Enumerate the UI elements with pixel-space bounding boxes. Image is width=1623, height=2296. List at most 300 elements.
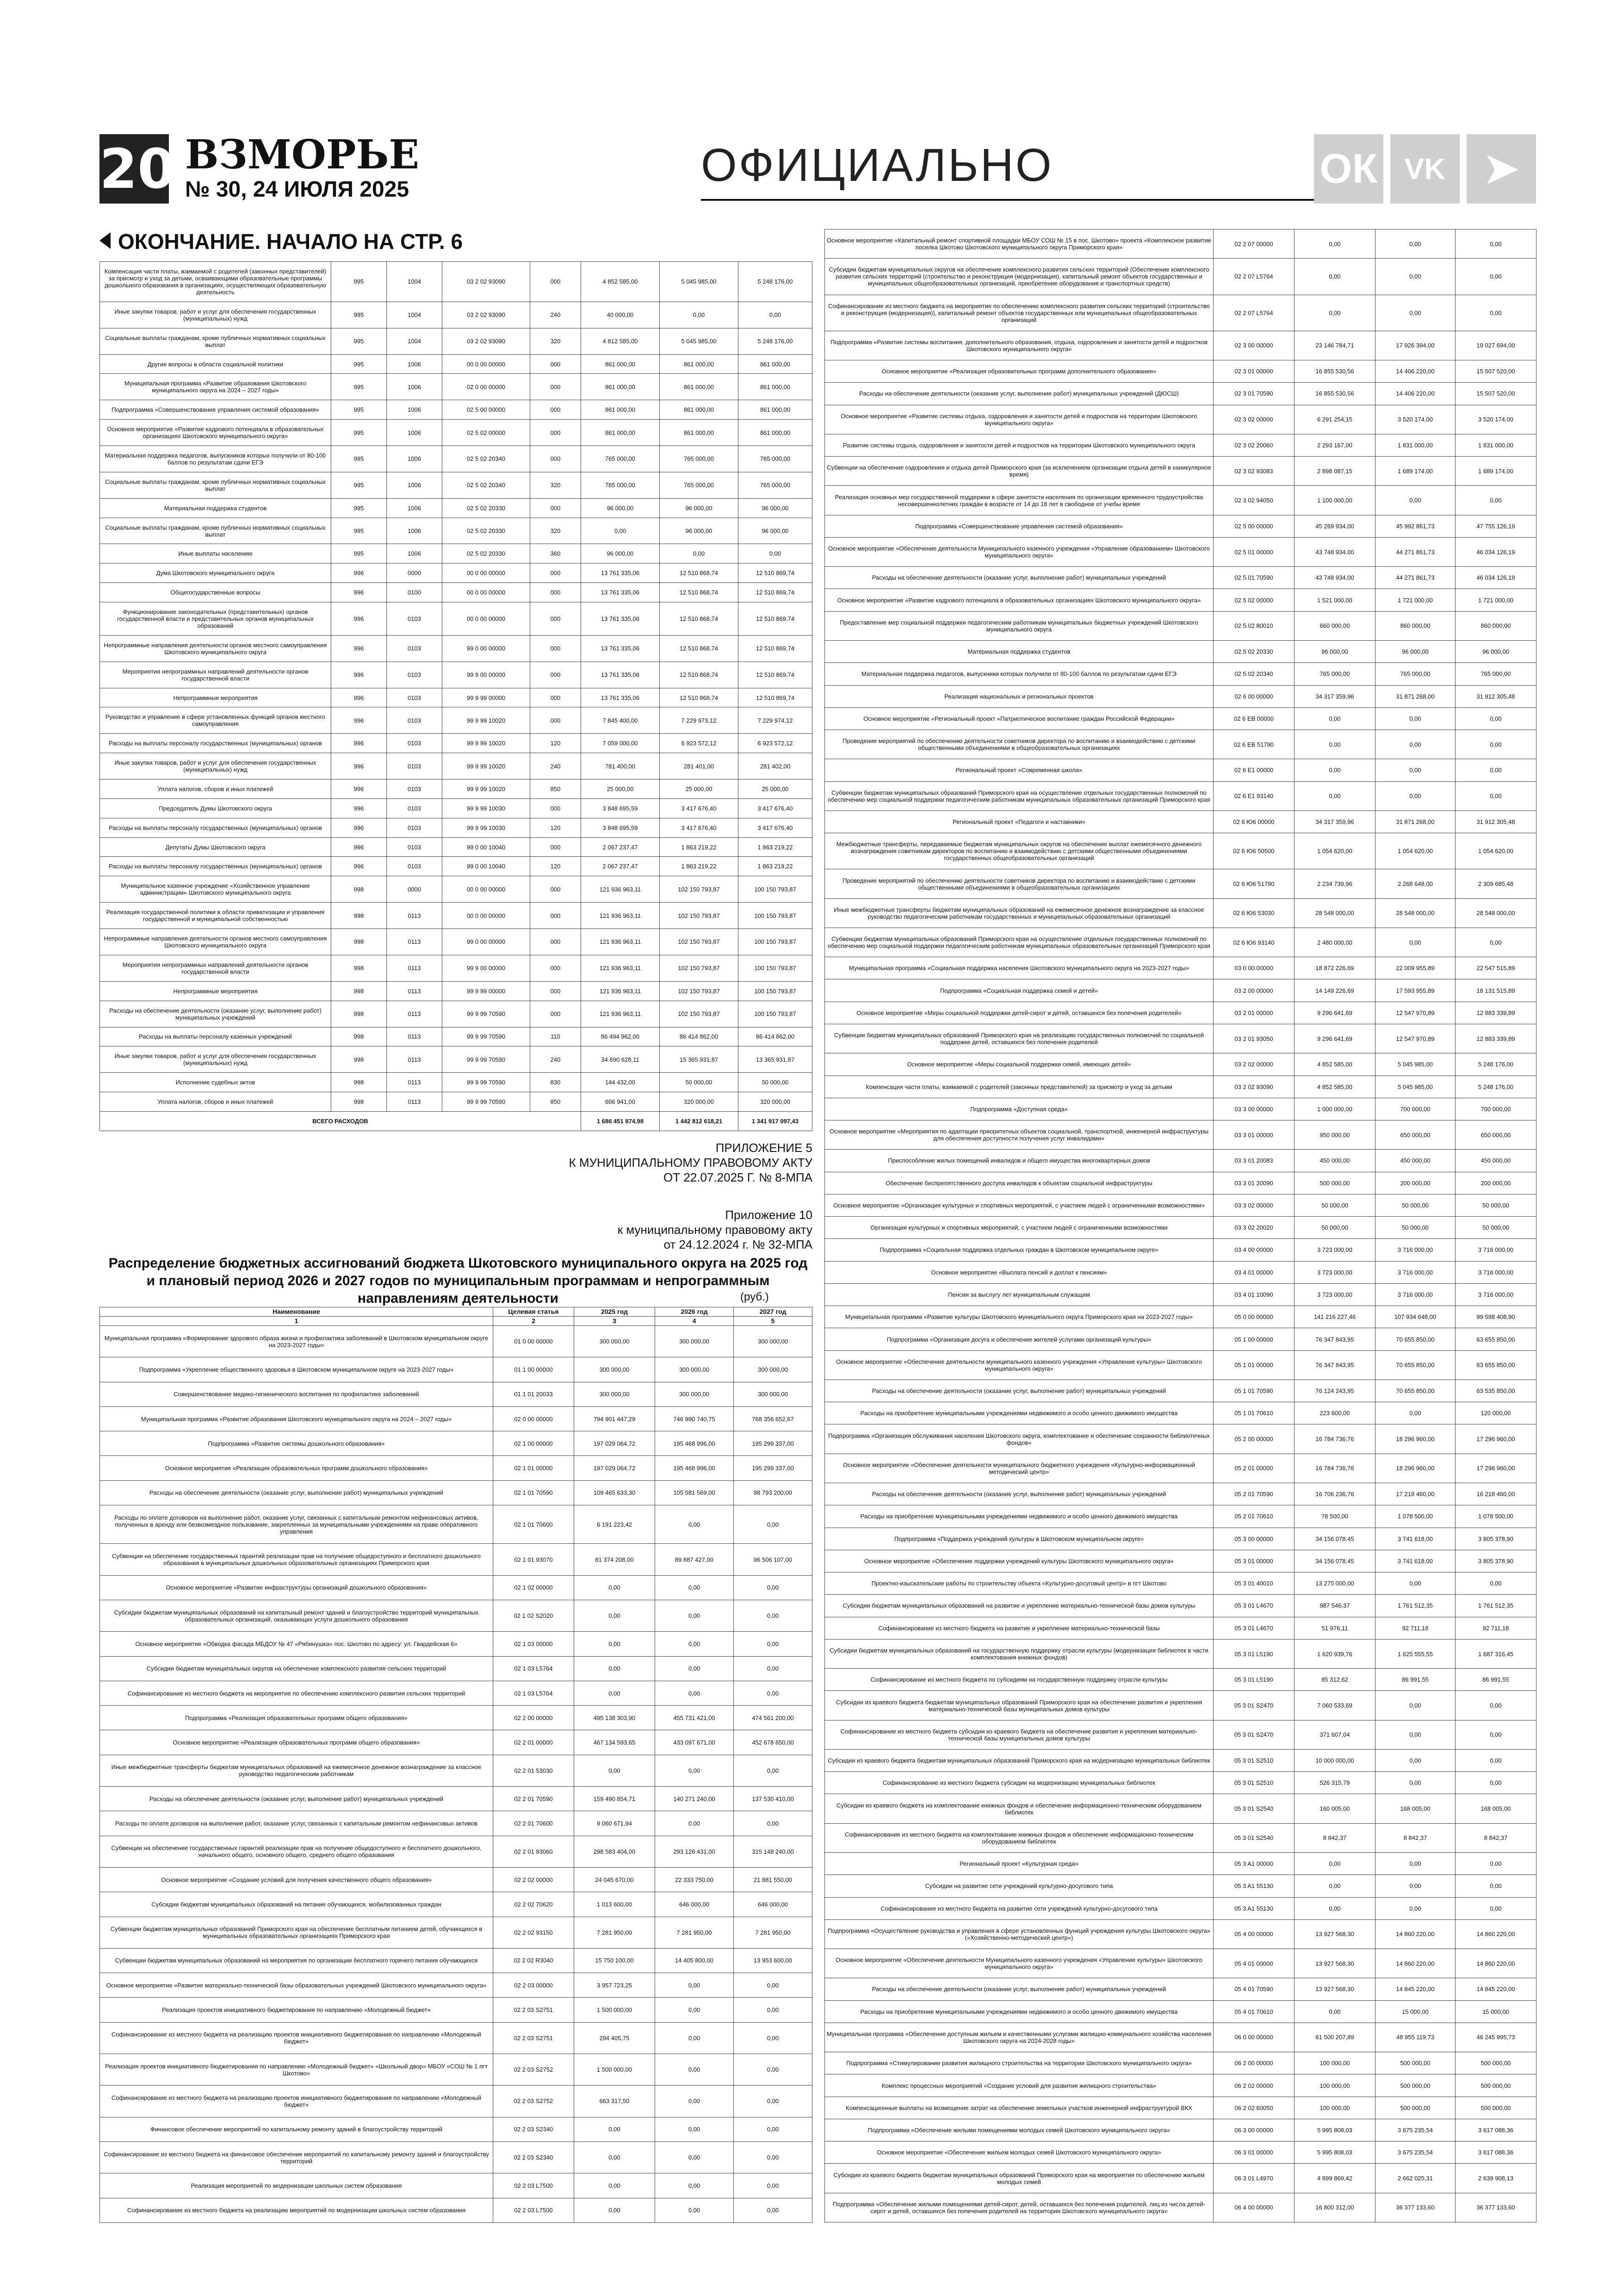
row-value-cell: 47 755 126,19 <box>1456 515 1536 537</box>
odnoklassniki-icon[interactable]: ОК <box>1314 134 1383 204</box>
row-name-cell: Непрограммные направления деятельности органов местного самоуправления Шкотовского муниципального округа <box>100 929 331 955</box>
row-name-cell: Основное мероприятие «Меры социальной поддержки детей-сирот и детей, оставшихся без попечения родителей» <box>825 1002 1214 1024</box>
row-value-cell: 92 711,18 <box>1456 1617 1536 1639</box>
row-value-cell: 765 000,00 <box>1456 663 1536 685</box>
row-value-cell: 13 953 600,00 <box>734 1948 812 1973</box>
row-value-cell: 995 <box>331 498 387 518</box>
row-value-cell: 02 2 01 93060 <box>493 1836 574 1867</box>
row-value-cell: 765 000,00 <box>660 472 738 498</box>
row-value-cell: 3 716 000,00 <box>1456 1261 1536 1283</box>
row-value-cell: 00 0 00 00000 <box>442 602 530 636</box>
row-value-cell: 0,00 <box>655 1973 734 1998</box>
row-value-cell: 995 <box>331 262 387 302</box>
row-value-cell: 0,00 <box>1375 486 1456 515</box>
table-row <box>825 1505 1536 1528</box>
row-value-cell: 5 045 985,00 <box>1375 1076 1456 1098</box>
row-value-cell: 86 991,55 <box>1456 1669 1536 1691</box>
table-row <box>825 2097 1536 2119</box>
row-value-cell: 99 9 00 00000 <box>442 955 530 981</box>
table-row <box>100 1948 812 1973</box>
row-name-cell: Мероприятия непрограммных направлений деятельности органов государственной власти <box>100 955 331 981</box>
row-value-cell: 06 2 00 00000 <box>1214 2052 1295 2074</box>
row-value-cell: 0113 <box>387 1001 442 1027</box>
row-value-cell: 03 2 02 93090 <box>442 328 530 354</box>
row-value-cell: 195 468 996,00 <box>655 1456 734 1480</box>
table-row <box>825 833 1536 869</box>
row-value-cell: 00 0 00 00000 <box>442 354 530 374</box>
row-value-cell: 99 0 00 00000 <box>442 929 530 955</box>
row-value-cell: 8 842,37 <box>1456 1823 1536 1852</box>
table-row <box>100 1600 812 1631</box>
row-value-cell: 05 4 01 70610 <box>1214 2000 1295 2023</box>
table-row <box>100 400 812 420</box>
table-row <box>100 2117 812 2141</box>
row-value-cell: 0,00 <box>655 1811 734 1836</box>
row-value-cell: 19 027 694,00 <box>1456 331 1536 360</box>
row-value-cell: 861 000,00 <box>738 374 812 400</box>
row-value-cell: 0113 <box>387 1073 442 1092</box>
row-value-cell: 0,00 <box>1456 1572 1536 1595</box>
row-value-cell: 02 2 02 70620 <box>493 1892 574 1917</box>
row-value-cell: 36 377 133,60 <box>1456 2193 1536 2222</box>
row-value-cell: 100 150 793,87 <box>738 929 812 955</box>
row-name-cell: Реализация национальных и региональных проектов <box>825 685 1214 707</box>
table-row <box>825 1217 1536 1239</box>
row-name-cell: Социальные выплаты гражданам, кроме публичных нормативных социальных выплат <box>100 328 331 354</box>
row-name-cell: Расходы на выплаты персоналу казенных учреждений <box>100 1027 331 1046</box>
row-value-cell: 0,00 <box>574 2117 655 2141</box>
row-value-cell: 495 138 303,90 <box>574 1706 655 1730</box>
row-value-cell: 0,00 <box>734 2173 812 2198</box>
row-value-cell: 99 0 00 10040 <box>442 857 530 876</box>
row-name-cell: Развитие системы отдыха, оздоровления и занятости детей и подростков на территории Шкотовского муниципального округа <box>825 434 1214 456</box>
row-name-cell: Софинансирование из местного бюджета на развитие сети учреждений культурно-досугового типа <box>825 1897 1214 1919</box>
row-name-cell: Подпрограмма «Совершенствование управления системой образования» <box>825 515 1214 537</box>
table-row <box>100 734 812 753</box>
row-value-cell: 1006 <box>387 518 442 544</box>
row-value-cell: 81 374 208,00 <box>574 1544 655 1575</box>
issue-info: № 30, 24 ИЮЛЯ 2025 <box>185 177 409 202</box>
row-value-cell: 0103 <box>387 734 442 753</box>
table-row <box>825 1261 1536 1283</box>
row-value-cell: 03 3 01 20090 <box>1214 1172 1295 1194</box>
row-value-cell: 987 546,37 <box>1295 1595 1375 1617</box>
row-value-cell: 06 3 00 00000 <box>1214 2119 1295 2141</box>
table-row <box>100 1406 812 1431</box>
table-row <box>825 1402 1536 1424</box>
table-row <box>100 2054 812 2086</box>
row-value-cell: 12 883 339,89 <box>1456 1024 1536 1053</box>
table-row <box>825 1053 1536 1076</box>
row-value-cell: 02 2 03 00000 <box>493 1973 574 1998</box>
row-value-cell: 6 191 223,42 <box>574 1505 655 1544</box>
row-value-cell: 1 863 219,22 <box>660 837 738 857</box>
table-row <box>100 688 812 707</box>
row-value-cell: 12 510 869,74 <box>738 602 812 636</box>
row-value-cell: 9 060 671,94 <box>574 1811 655 1836</box>
row-value-cell: 000 <box>530 354 581 374</box>
row-value-cell: 996 <box>331 583 387 602</box>
row-name-cell: Основное мероприятие «Развитие материально-технической базы образовательных учреждений Шкотовского муниципального округа» <box>100 1973 493 1998</box>
row-value-cell: 998 <box>331 1073 387 1092</box>
row-value-cell: 000 <box>530 563 581 583</box>
row-value-cell: 500 000,00 <box>1456 2052 1536 2074</box>
row-value-cell: 100 150 793,87 <box>738 955 812 981</box>
row-value-cell: 0,00 <box>1456 1749 1536 1771</box>
row-value-cell: 99 9 99 70590 <box>442 1001 530 1027</box>
row-value-cell: 000 <box>530 662 581 688</box>
row-name-cell: Основное мероприятие «Развитие кадрового потенциала в образовательных организациях Шкотовского муниципального округа» <box>825 589 1214 611</box>
row-value-cell: 17 593 955,89 <box>1375 979 1456 1002</box>
row-value-cell: 450 000,00 <box>1375 1150 1456 1172</box>
row-value-cell: 4 852 585,00 <box>1295 1053 1375 1076</box>
row-value-cell: 998 <box>331 1092 387 1112</box>
row-value-cell: 15 750 100,00 <box>574 1948 655 1973</box>
row-name-cell: Субвенции бюджетам муниципальных образований Приморского края на осуществление отдельных государственных полномочий по обеспечению мер социальной поддержки педагогическим работникам муниципальных образовательных организаций Приморского края <box>825 928 1214 957</box>
row-value-cell: 99 9 99 10020 <box>442 753 530 780</box>
row-value-cell: 452 678 650,00 <box>734 1730 812 1755</box>
row-value-cell: 50 000,00 <box>1295 1217 1375 1239</box>
header-2025: 2025 год <box>574 1307 655 1317</box>
table-row <box>825 1617 1536 1639</box>
row-value-cell: 433 097 671,00 <box>655 1730 734 1755</box>
row-value-cell: 02 5 01 70590 <box>1214 567 1295 589</box>
row-value-cell: 500 000,00 <box>1375 2074 1456 2097</box>
row-value-cell: 100 000,00 <box>1295 2074 1375 2097</box>
row-value-cell: 0,00 <box>1295 259 1375 295</box>
row-value-cell: 05 3 01 S2510 <box>1214 1772 1295 1794</box>
telegram-icon[interactable]: ➤ <box>1467 134 1536 204</box>
row-name-cell: Софинансирование из местного бюджета субсидии на модернизацию муниципальных библиотек <box>825 1772 1214 1794</box>
row-value-cell: 02 1 00 00000 <box>493 1431 574 1456</box>
row-name-cell: Расходы на обеспечение деятельности (оказание услуг, выполнение работ) муниципальных учреждений <box>100 1787 493 1811</box>
row-value-cell: 3 675 235,54 <box>1375 2141 1456 2164</box>
row-value-cell: 0,00 <box>655 1505 734 1544</box>
row-value-cell: 0,00 <box>574 1656 655 1681</box>
row-value-cell: 860 000,00 <box>1456 611 1536 640</box>
row-value-cell: 12 510 868,74 <box>660 602 738 636</box>
header-num-5: 5 <box>734 1317 812 1326</box>
row-value-cell: 861 000,00 <box>738 420 812 446</box>
header-num-3: 3 <box>574 1317 655 1326</box>
row-value-cell: 1 054 620,00 <box>1295 833 1375 869</box>
row-value-cell: 70 655 850,00 <box>1375 1328 1456 1350</box>
row-value-cell: 02 1 02 00000 <box>493 1575 574 1600</box>
row-name-cell: Пенсии за выслугу лет муниципальным служащим <box>825 1283 1214 1306</box>
row-value-cell: 14 406 220,00 <box>1375 360 1456 383</box>
row-value-cell: 000 <box>530 981 581 1001</box>
row-value-cell: 526 315,79 <box>1295 1772 1375 1794</box>
table-row <box>825 1853 1536 1875</box>
row-value-cell: 995 <box>331 518 387 544</box>
row-value-cell: 96 000,00 <box>1375 640 1456 662</box>
row-value-cell: 28 548 000,00 <box>1295 898 1375 928</box>
row-value-cell: 6 923 572,12 <box>660 734 738 753</box>
table-row <box>100 420 812 446</box>
row-value-cell: 02 6 EВ 51790 <box>1214 730 1295 759</box>
row-name-cell: Подпрограмма «Обеспечение жилыми помещениями молодых семей Шкотовского муниципального округа» <box>825 2119 1214 2141</box>
table-row <box>825 1691 1536 1720</box>
row-value-cell: 1006 <box>387 446 442 472</box>
row-value-cell: 996 <box>331 707 387 734</box>
row-value-cell: 03 3 00 00000 <box>1214 1098 1295 1120</box>
row-value-cell: 660 000,00 <box>1295 611 1375 640</box>
table-row <box>825 2164 1536 2193</box>
row-value-cell: 0,00 <box>1456 259 1536 295</box>
row-value-cell: 100 150 793,87 <box>738 1001 812 1027</box>
row-name-cell: Председатель Думы Шкотовского округа <box>100 798 331 818</box>
table-row <box>100 798 812 818</box>
row-name-cell: Муниципальная программа «Развитие культуры Шкотовского муниципального округа Приморского края на 2023-2027 годы» <box>825 1306 1214 1328</box>
row-value-cell: 02 5 02 20330 <box>442 544 530 563</box>
row-value-cell: 0,00 <box>1375 1772 1456 1794</box>
row-value-cell: 12 510 868,74 <box>660 688 738 707</box>
row-value-cell: 320 <box>530 518 581 544</box>
row-value-cell: 01 1 00 00000 <box>493 1357 574 1382</box>
row-value-cell: 0,00 <box>1295 781 1375 811</box>
row-value-cell: 500 000,00 <box>1375 2097 1456 2119</box>
row-value-cell: 000 <box>530 400 581 420</box>
row-name-cell: Субсидии из краевого бюджета бюджетам муниципальных образований Приморского края на обеспечение развития и укрепления материально-технической базы муниципальных домов культуры <box>825 1691 1214 1720</box>
row-name-cell: Расходы на приобретение муниципальными учреждениями недвижимого и особо ценного движимого имущества <box>825 1505 1214 1528</box>
row-value-cell: 120 <box>530 734 581 753</box>
table-row <box>100 328 812 354</box>
row-value-cell: 02 2 01 00000 <box>493 1730 574 1755</box>
row-value-cell: 02 5 02 20330 <box>1214 640 1295 662</box>
row-value-cell: 168 005,00 <box>1456 1794 1536 1823</box>
table-row <box>100 302 812 328</box>
row-value-cell: 02 2 01 70600 <box>493 1811 574 1836</box>
row-name-cell: Иные межбюджетные трансферты бюджетам муниципальных образований на ежемесячное денежное вознаграждение за классное руководство педагогическим работникам <box>100 1755 493 1786</box>
row-value-cell: 105 581 569,00 <box>655 1480 734 1505</box>
row-value-cell: 137 530 410,00 <box>734 1787 812 1811</box>
table-row <box>825 1454 1536 1483</box>
table-row <box>100 472 812 498</box>
row-value-cell: 995 <box>331 472 387 498</box>
total-value: 1 341 917 097,43 <box>738 1111 812 1131</box>
table-row <box>100 662 812 688</box>
row-value-cell: 371 607,04 <box>1295 1720 1375 1749</box>
row-value-cell: 03 2 02 93090 <box>442 302 530 328</box>
row-value-cell: 3 723 000,00 <box>1295 1261 1375 1283</box>
row-value-cell: 0,00 <box>660 544 738 563</box>
table-row <box>100 1027 812 1046</box>
row-value-cell: 05 3 01 S2540 <box>1214 1823 1295 1852</box>
row-name-cell: Софинансирование из местного бюджета на мероприятие по обеспечению комплексного развития сельских территорий (строительство и реконструкция (модернизация)), капитальный ремонт объектов государственных или муниципальных общеобразовательных организаций <box>825 295 1214 331</box>
row-value-cell: 1 689 174,00 <box>1456 457 1536 486</box>
row-value-cell: 99 9 99 10020 <box>442 734 530 753</box>
row-name-cell: Проектно-изыскательские работы по строительству объекта «Культурно-досуговый центр» в пгт Шкотово <box>825 1572 1214 1595</box>
programs-table <box>99 1307 812 2223</box>
row-value-cell: 02 5 02 00000 <box>442 420 530 446</box>
row-name-cell: Субвенции бюджетам муниципальных образований на мероприятия по организации бесплатного горячего питания обучающихся <box>100 1948 493 1973</box>
table-row <box>100 544 812 563</box>
row-value-cell: 0113 <box>387 903 442 929</box>
row-value-cell: 02 2 03 L7500 <box>493 2173 574 2198</box>
row-name-cell: Реализация проектов инициативного бюджетирования по направлению «Молодежный бюджет» <box>100 1998 493 2022</box>
row-value-cell: 45 269 934,00 <box>1295 515 1375 537</box>
row-value-cell: 1 689 174,00 <box>1375 457 1456 486</box>
row-value-cell: 03 2 02 93090 <box>1214 1076 1295 1098</box>
row-value-cell: 0,00 <box>1456 928 1536 957</box>
row-name-cell: Общегосударственные вопросы <box>100 583 331 602</box>
table-row <box>825 1949 1536 1978</box>
row-name-cell: Субсидии бюджетам муниципальных образований на питание обучающихся, мобилизованных граждан <box>100 1892 493 1917</box>
row-value-cell: 1 100 000,00 <box>1295 486 1375 515</box>
table-row <box>100 707 812 734</box>
table-row <box>100 1575 812 1600</box>
row-value-cell: 0,00 <box>1375 1402 1456 1424</box>
row-value-cell: 998 <box>331 981 387 1001</box>
row-value-cell: 5 248 176,00 <box>1456 1053 1536 1076</box>
table-row <box>825 1897 1536 1919</box>
table-row <box>100 955 812 981</box>
row-value-cell: 000 <box>530 635 581 662</box>
vk-icon[interactable]: VK <box>1390 134 1460 204</box>
row-value-cell: 45 992 861,73 <box>1375 515 1456 537</box>
table-row <box>825 1283 1536 1306</box>
row-value-cell: 300 000,00 <box>734 1326 812 1357</box>
table-row <box>825 811 1536 833</box>
row-value-cell: 861 000,00 <box>660 374 738 400</box>
row-value-cell: 1 721 000,00 <box>1375 589 1456 611</box>
row-value-cell: 1 000 000,00 <box>1295 1098 1375 1120</box>
row-value-cell: 70 655 850,00 <box>1375 1350 1456 1380</box>
table-row <box>825 1002 1536 1024</box>
row-value-cell: 05 0 00 00000 <box>1214 1306 1295 1328</box>
table-row <box>100 876 812 903</box>
row-value-cell: 102 150 793,87 <box>660 981 738 1001</box>
row-value-cell: 03 2 00 00000 <box>1214 979 1295 1002</box>
row-value-cell: 1004 <box>387 262 442 302</box>
row-value-cell: 3 417 676,40 <box>660 798 738 818</box>
table-row <box>825 537 1536 566</box>
row-value-cell: 86 414 862,00 <box>738 1027 812 1046</box>
row-value-cell: 0,00 <box>655 2173 734 2198</box>
table-row <box>100 1480 812 1505</box>
row-value-cell: 02 3 02 94050 <box>1214 486 1295 515</box>
row-value-cell: 0103 <box>387 635 442 662</box>
row-value-cell: 96 000,00 <box>581 498 660 518</box>
row-value-cell: 120 000,00 <box>1456 1402 1536 1424</box>
row-value-cell: 1004 <box>387 328 442 354</box>
row-name-cell: Субсидии из краевого бюджета бюджетам муниципальных образований Приморского края на модернизацию муниципальных библиотек <box>825 1749 1214 1771</box>
row-value-cell: 3 520 174,00 <box>1375 405 1456 434</box>
row-value-cell: 0,00 <box>1375 730 1456 759</box>
row-name-cell: Подпрограмма «Развитие системы дошкольного образования» <box>100 1431 493 1456</box>
row-name-cell: Подпрограмма «Развитие системы воспитания, дополнительного образования, отдыха, оздоровления и занятости детей и подростков Шкотовского муниципального округа» <box>825 331 1214 360</box>
row-name-cell: Уплата налогов, сборов и иных платежей <box>100 1092 331 1112</box>
row-value-cell: 121 936 963,11 <box>581 1001 660 1027</box>
row-value-cell: 1 761 512,35 <box>1375 1595 1456 1617</box>
row-value-cell: 15 000,00 <box>1375 2000 1456 2023</box>
row-name-cell: Софинансирование из местного бюджета на реализацию проектов инициативного бюджетирования по направлению «Молодежный бюджет» <box>100 2022 493 2054</box>
row-value-cell: 0,00 <box>734 1681 812 1705</box>
row-value-cell: 02 1 03 L5764 <box>493 1656 574 1681</box>
table-row <box>100 2173 812 2198</box>
row-value-cell: 2 480 000,00 <box>1295 928 1375 957</box>
row-value-cell: 05 3 01 L5190 <box>1214 1669 1295 1691</box>
row-value-cell: 92 711,18 <box>1375 1617 1456 1639</box>
row-value-cell: 0,00 <box>1456 1875 1536 1897</box>
row-value-cell: 0,00 <box>1375 1749 1456 1771</box>
row-name-cell: Подпрограмма «Укрепление общественного здоровья в Шкотовском муниципальном округе на 2023-2027 годы» <box>100 1357 493 1382</box>
row-value-cell: 03 2 02 93090 <box>442 262 530 302</box>
row-name-cell: Основное мероприятие «Обводка фасада МБДОУ № 47 «Рябинушка» пос. Шкотово по адресу: ул. Гвардейская 6» <box>100 1632 493 1656</box>
row-name-cell: Расходы на обеспечение деятельности (оказание услуг, выполнение работ) муниципальных учреждений <box>825 1483 1214 1505</box>
row-value-cell: 14 406 220,00 <box>1375 383 1456 405</box>
row-value-cell: 0113 <box>387 955 442 981</box>
row-value-cell: 102 150 793,87 <box>660 903 738 929</box>
row-value-cell: 474 561 200,00 <box>734 1706 812 1730</box>
continuation-text: ОКОНЧАНИЕ. НАЧАЛО НА СТР. 6 <box>118 229 463 254</box>
table-row <box>825 360 1536 383</box>
row-name-cell: Расходы на выплаты персоналу государственных (муниципальных) органов <box>100 734 331 753</box>
row-value-cell: 63 655 850,00 <box>1456 1350 1536 1380</box>
row-value-cell: 5 045 985,00 <box>660 328 738 354</box>
row-name-cell: Дума Шкотовского муниципального округа <box>100 563 331 583</box>
table-row <box>825 405 1536 434</box>
row-value-cell: 781 400,00 <box>581 753 660 780</box>
row-value-cell: 99 9 99 10020 <box>442 780 530 799</box>
row-value-cell: 320 000,00 <box>738 1092 812 1112</box>
row-value-cell: 765 000,00 <box>1375 663 1456 685</box>
row-value-cell: 3 716 000,00 <box>1375 1239 1456 1261</box>
row-value-cell: 3 617 088,36 <box>1456 2141 1536 2164</box>
table-row <box>825 869 1536 898</box>
row-value-cell: 16 800 312,00 <box>1295 2193 1375 2222</box>
row-value-cell: 86 494 962,00 <box>581 1027 660 1046</box>
row-value-cell: 00 0 00 00000 <box>442 903 530 929</box>
row-value-cell: 02 2 03 S2340 <box>493 2117 574 2141</box>
table-row <box>100 498 812 518</box>
row-value-cell: 455 731 421,00 <box>655 1706 734 1730</box>
row-value-cell: 50 000,00 <box>1456 1194 1536 1216</box>
row-value-cell: 860 000,00 <box>1375 611 1456 640</box>
row-value-cell: 02 5 02 20330 <box>442 518 530 544</box>
row-value-cell: 765 000,00 <box>1295 663 1375 685</box>
row-value-cell: 300 000,00 <box>734 1357 812 1382</box>
row-value-cell: 0,00 <box>734 1600 812 1631</box>
row-value-cell: 02 2 00 00000 <box>493 1706 574 1730</box>
row-value-cell: 14 860 220,00 <box>1375 1949 1456 1978</box>
row-value-cell: 109 465 633,30 <box>574 1480 655 1505</box>
row-value-cell: 03 4 01 10090 <box>1214 1283 1295 1306</box>
row-value-cell: 8 842,37 <box>1295 1823 1375 1852</box>
row-value-cell: 13 927 568,30 <box>1295 1919 1375 1949</box>
table-row <box>100 1892 812 1917</box>
appendix-5-header <box>569 1140 812 1185</box>
row-value-cell: 0,00 <box>734 1811 812 1836</box>
row-value-cell: 16 218 460,00 <box>1456 1483 1536 1505</box>
row-value-cell: 13 275 000,00 <box>1295 1572 1375 1595</box>
row-value-cell: 3 716 000,00 <box>1456 1283 1536 1306</box>
row-value-cell: 3 716 000,00 <box>1375 1261 1456 1283</box>
row-value-cell: 000 <box>530 602 581 636</box>
row-value-cell: 5 248 176,00 <box>738 262 812 302</box>
row-value-cell: 1 761 512,35 <box>1456 1595 1536 1617</box>
row-value-cell: 05 2 01 70590 <box>1214 1483 1295 1505</box>
row-value-cell: 96 000,00 <box>738 518 812 544</box>
table-row <box>100 981 812 1001</box>
row-value-cell: 02 2 02 93150 <box>493 1917 574 1948</box>
table-row <box>100 1632 812 1656</box>
row-name-cell: Основное мероприятие «Реализация образовательных программ дошкольного образования» <box>100 1456 493 1480</box>
row-value-cell: 99 9 99 70590 <box>442 1092 530 1112</box>
header-code: Целевая статья <box>493 1307 574 1317</box>
row-value-cell: 1 521 000,00 <box>1295 589 1375 611</box>
row-value-cell: 0,00 <box>1375 928 1456 957</box>
